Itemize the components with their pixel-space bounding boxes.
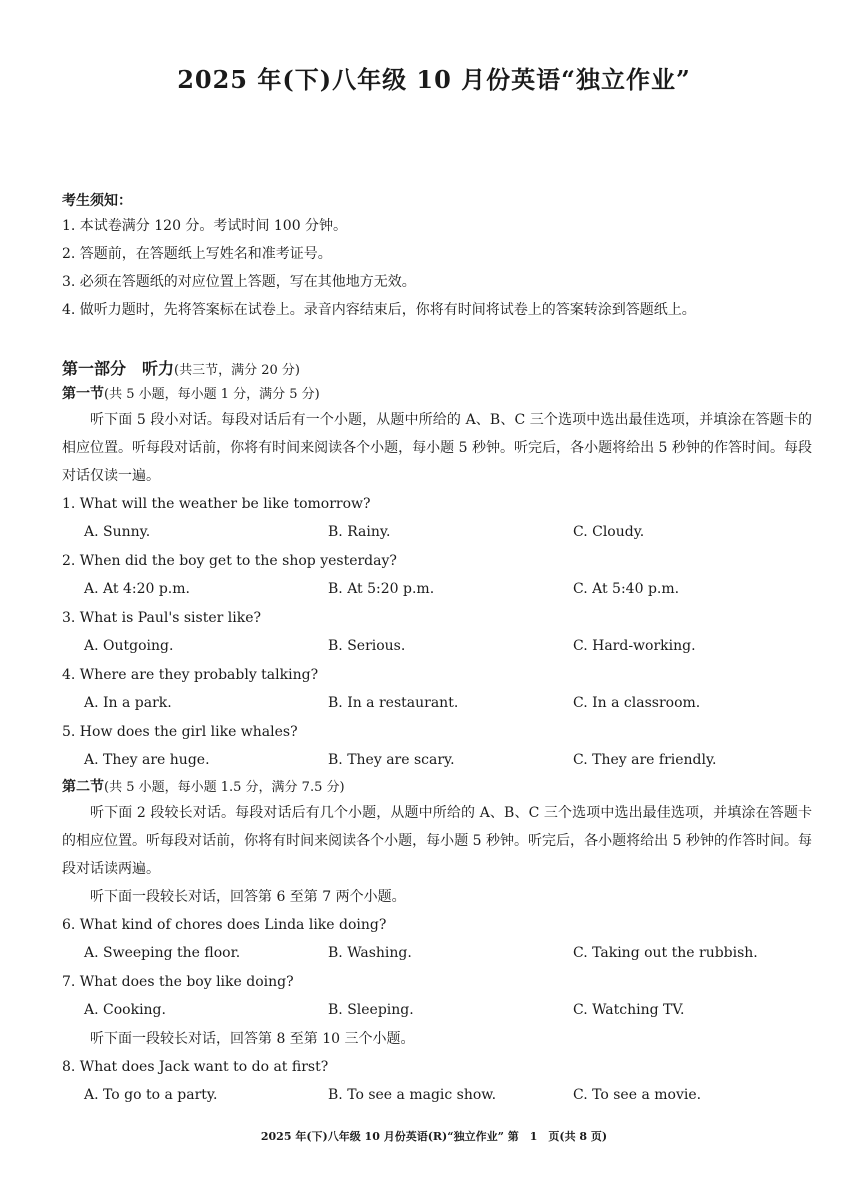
option-b: B. To see a magic show. xyxy=(328,1087,497,1103)
option-c: C. Watching TV. xyxy=(573,1002,685,1018)
question-text: 8. What does Jack want to do at first? xyxy=(62,1059,329,1075)
section-heading xyxy=(62,775,812,799)
option-c: C. Taking out the rubbish. xyxy=(573,945,758,961)
question-options xyxy=(62,689,812,718)
question-text: 6. What kind of chores does Linda like doing? xyxy=(62,917,387,933)
question-options xyxy=(62,575,812,604)
notice-item: 3. 必须在答题纸的对应位置上答题，写在其他地方无效。 xyxy=(62,274,416,290)
question-text: 2. When did the boy get to the shop yesterday? xyxy=(62,553,397,569)
option-a: A. Sweeping the floor. xyxy=(84,945,241,961)
question-text: 3. What is Paul's sister like? xyxy=(62,610,261,626)
page-footer: 2025 年(下)八年级 10 月份英语(R)“独立作业” 第 1 页(共 8 页) xyxy=(260,1130,608,1143)
option-c: C. Cloudy. xyxy=(573,524,645,540)
option-c: C. They are friendly. xyxy=(573,752,717,768)
question-options xyxy=(62,746,812,775)
option-b: B. In a restaurant. xyxy=(328,695,459,711)
dialogue-lead: 听下面一段较长对话，回答第 8 至第 10 三个小题。 xyxy=(90,1031,415,1047)
notice-item: 1. 本试卷满分 120 分。考试时间 100 分钟。 xyxy=(62,218,348,234)
option-a: A. Sunny. xyxy=(84,524,151,540)
option-c: C. At 5:40 p.m. xyxy=(573,581,680,597)
section-note: (共 5 小题，每小题 1.5 分，满分 7.5 分) xyxy=(104,780,345,795)
dialogue-lead: 听下面一段较长对话，回答第 6 至第 7 两个小题。 xyxy=(90,889,406,905)
question-options xyxy=(62,518,812,547)
notice-item: 2. 答题前，在答题纸上写姓名和准考证号。 xyxy=(62,246,332,262)
part-title: 第一部分 听力 xyxy=(62,359,175,378)
question-text: 5. How does the girl like whales? xyxy=(62,724,298,740)
option-b: B. Sleeping. xyxy=(328,1002,414,1018)
option-b: B. Serious. xyxy=(328,638,406,654)
option-a: A. To go to a party. xyxy=(84,1087,218,1103)
option-a: A. In a park. xyxy=(84,695,172,711)
part-heading xyxy=(62,356,812,382)
option-c: C. Hard-working. xyxy=(573,638,696,654)
option-c: C. To see a movie. xyxy=(573,1087,702,1103)
option-b: B. Washing. xyxy=(328,945,412,961)
option-a: A. Outgoing. xyxy=(84,638,174,654)
notice-heading: 考生须知： xyxy=(62,193,132,209)
option-b: B. They are scary. xyxy=(328,752,455,768)
question-text: 4. Where are they probably talking? xyxy=(62,667,319,683)
page-title: 2025 年(下)八年级 10 月份英语“独立作业” xyxy=(177,65,691,94)
part-note: (共三节，满分 20 分) xyxy=(174,363,300,378)
option-c: C. In a classroom. xyxy=(573,695,701,711)
exam-notice xyxy=(62,190,822,324)
question-text: 1. What will the weather be like tomorrow? xyxy=(62,496,371,512)
question-options xyxy=(62,939,812,968)
question-text: 7. What does the boy like doing? xyxy=(62,974,294,990)
section-note: (共 5 小题，每小题 1 分，满分 5 分) xyxy=(104,387,320,402)
section-title: 第二节 xyxy=(62,779,104,795)
option-a: A. Cooking. xyxy=(84,1002,166,1018)
option-b: B. Rainy. xyxy=(328,524,391,540)
section-instructions: 听下面 5 段小对话。每段对话后有一个小题，从题中所给的 A、B、C 三个选项中选出最佳选项，并填涂在答题卡的相应位置。听每段对话前，你将有时间来阅读各个小题，每小题 5 秒钟。听完后，各小题将给出 5 秒钟的作答时间。每段对话仅读一遍。 xyxy=(62,412,812,484)
listening-part xyxy=(62,356,812,1110)
section-instructions: 听下面 2 段较长对话。每段对话后有几个小题，从题中所给的 A、B、C 三个选项中选出最佳选项，并填涂在答题卡的相应位置。听每段对话前，你将有时间来阅读各个小题，每小题 5 秒钟。听完后，各小题将给出 5 秒钟的作答时间。每段对话读两遍。 xyxy=(62,805,812,877)
option-a: A. They are huge. xyxy=(84,752,210,768)
question-options xyxy=(62,1081,812,1110)
question-options xyxy=(62,632,812,661)
section-heading xyxy=(62,382,812,406)
option-a: A. At 4:20 p.m. xyxy=(84,581,190,597)
question-options xyxy=(62,996,812,1025)
option-b: B. At 5:20 p.m. xyxy=(328,581,435,597)
section-title: 第一节 xyxy=(62,386,104,402)
notice-item: 4. 做听力题时，先将答案标在试卷上。录音内容结束后，你将有时间将试卷上的答案转涂到答题纸上。 xyxy=(62,302,696,318)
